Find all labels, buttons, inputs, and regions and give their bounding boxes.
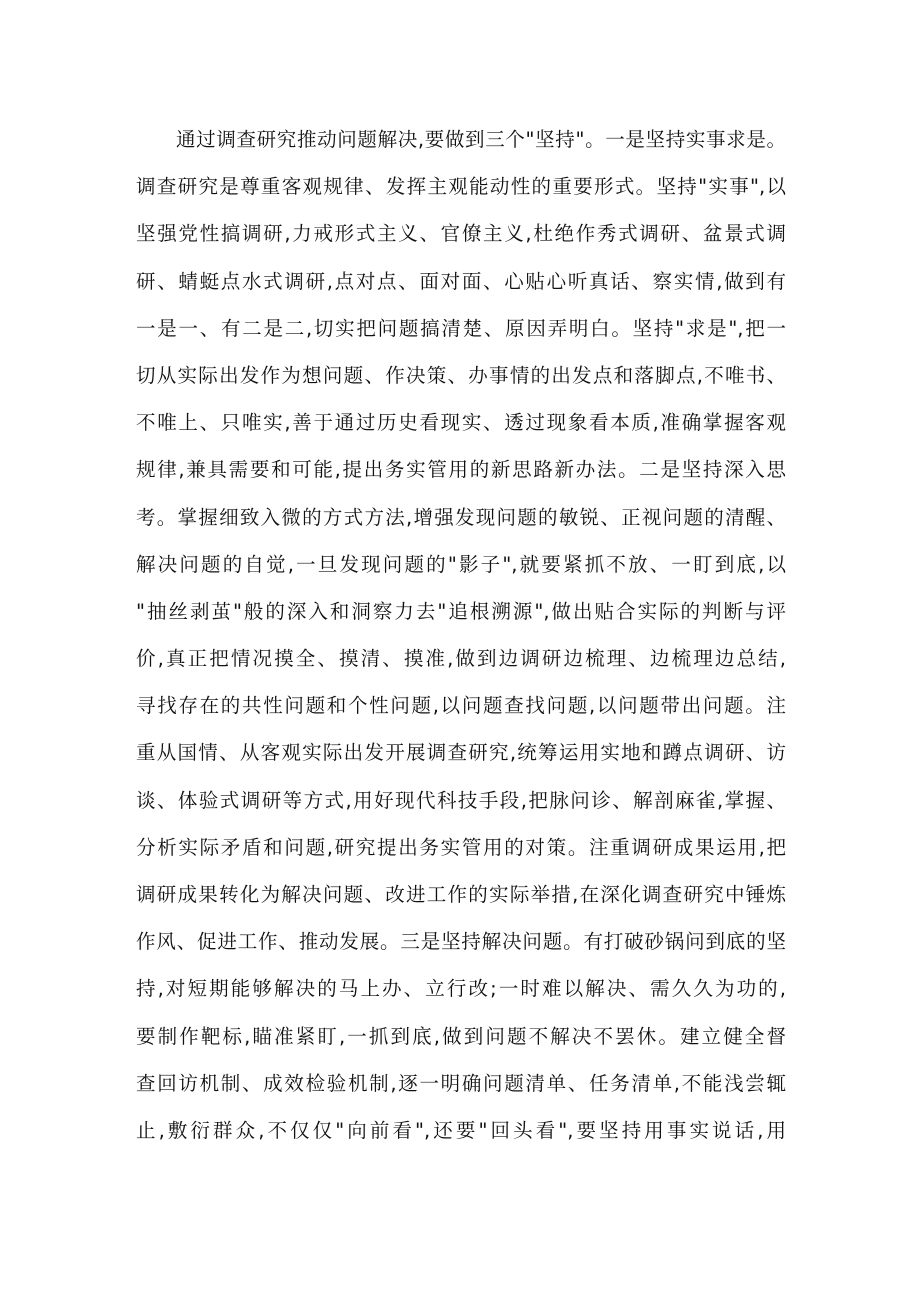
text-line: 调查研究是尊重客观规律、发挥主观能动性的重要形式。坚持"实事",以 [136,175,786,199]
text-line: 规律,兼具需要和可能,提出务实管用的新思路新办法。二是坚持深入思 [136,458,786,482]
text-line: 查回访机制、成效检验机制,逐一明确问题清单、任务清单,不能浅尝辄 [136,1071,786,1095]
text-line: 通过调查研究推动问题解决,要做到三个"坚持"。一是坚持实事求是。 [176,128,786,151]
text-line: 坚强党性搞调研,力戒形式主义、官僚主义,杜绝作秀式调研、盆景式调 [136,222,786,246]
body-paragraph [136,116,786,1154]
text-line: 考。掌握细致入微的方式方法,增强发现问题的敏锐、正视问题的清醒、 [136,505,786,529]
text-line: 切从实际出发作为想问题、作决策、办事情的出发点和落脚点,不唯书、 [136,363,786,387]
text-line: 研、蜻蜓点水式调研,点对点、面对面、心贴心听真话、察实情,做到有 [136,269,786,293]
text-line: 分析实际矛盾和问题,研究提出务实管用的对策。注重调研成果运用,把 [136,835,786,859]
text-line: 一是一、有二是二,切实把问题搞清楚、原因弄明白。坚持"求是",把一 [136,316,786,340]
text-line: 作风、促进工作、推动发展。三是坚持解决问题。有打破砂锅问到底的坚 [136,930,786,954]
text-line: 持,对短期能够解决的马上办、立行改;一时难以解决、需久久为功的, [136,977,786,1001]
text-line: 寻找存在的共性问题和个性问题,以问题查找问题,以问题带出问题。注 [136,694,786,718]
text-line: 重从国情、从客观实际出发开展调查研究,统筹运用实地和蹲点调研、访 [136,741,786,765]
text-line: 谈、体验式调研等方式,用好现代科技手段,把脉问诊、解剖麻雀,掌握、 [136,788,786,812]
text-line: "抽丝剥茧"般的深入和洞察力去"追根溯源",做出贴合实际的判断与评 [136,599,786,623]
text-line: 价,真正把情况摸全、摸清、摸准,做到边调研边梳理、边梳理边总结, [136,647,786,671]
text-line: 要制作靶标,瞄准紧盯,一抓到底,做到问题不解决不罢休。建立健全督 [136,1024,786,1048]
text-line: 止,敷衍群众,不仅仅"向前看",还要"回头看",要坚持用事实说话,用 [136,1118,786,1142]
text-line: 调研成果转化为解决问题、改进工作的实际举措,在深化调查研究中锤炼 [136,883,786,906]
text-line: 不唯上、只唯实,善于通过历史看现实、透过现象看本质,准确掌握客观 [136,411,786,435]
text-line: 解决问题的自觉,一旦发现问题的"影子",就要紧抓不放、一盯到底,以 [136,552,786,576]
